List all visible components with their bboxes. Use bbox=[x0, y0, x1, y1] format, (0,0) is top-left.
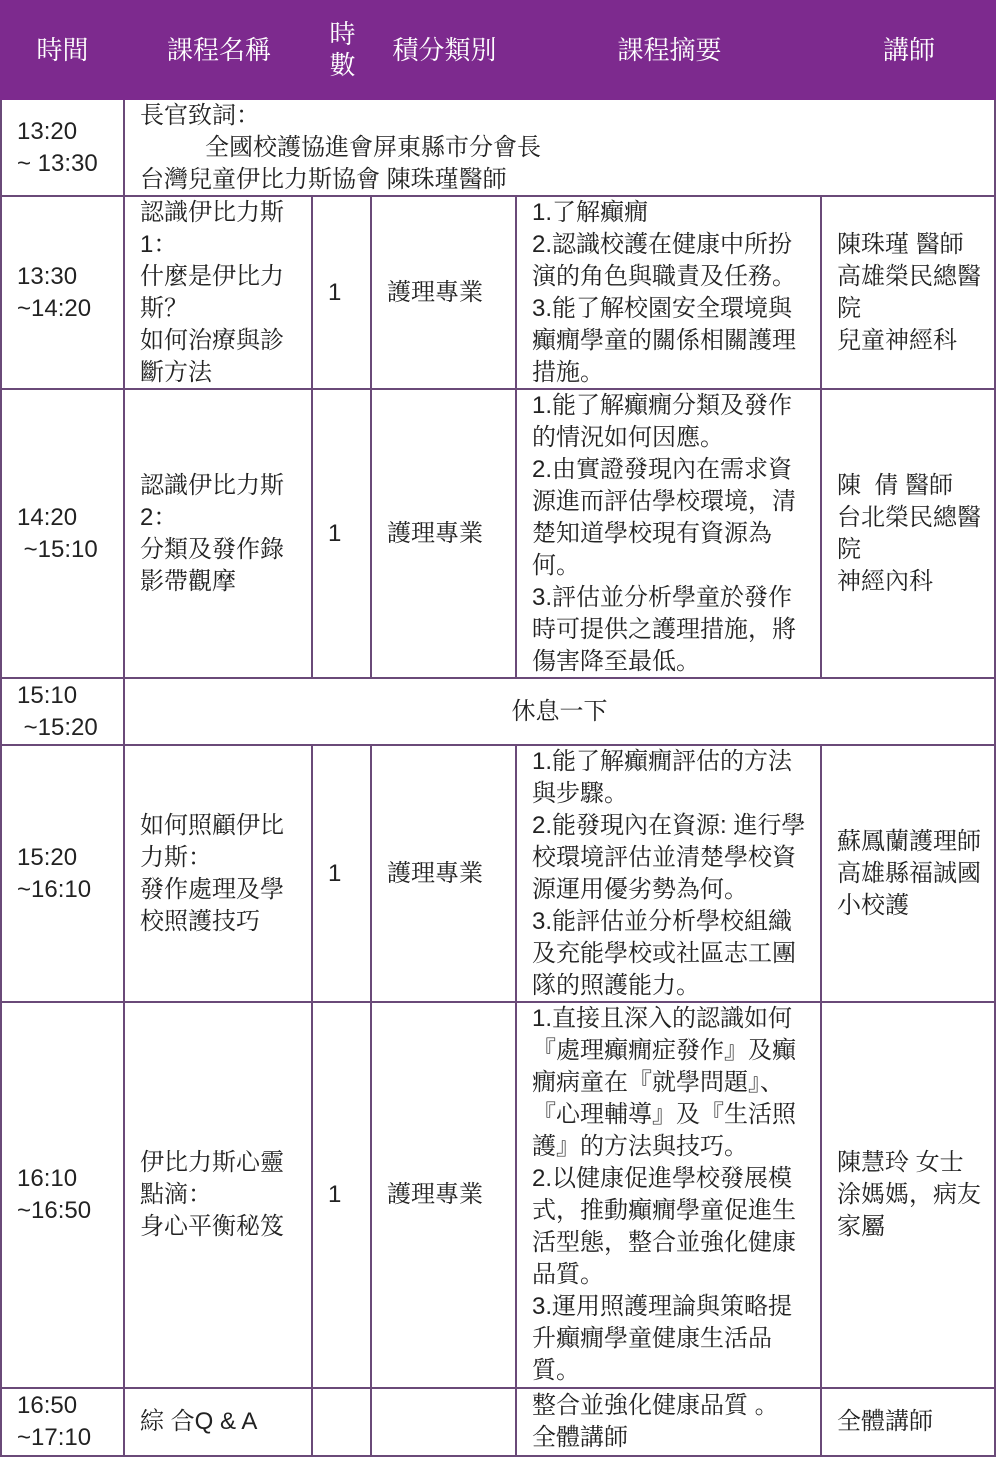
time-end: ~ 13:30 bbox=[17, 149, 98, 177]
summary-line: 1.能了解癲癇評估的方法 bbox=[532, 747, 793, 775]
header-hours-line: 數 bbox=[329, 50, 356, 80]
time-cell bbox=[2, 679, 125, 746]
merged-remark-cell bbox=[125, 679, 996, 746]
instructor-line: 全體講師 bbox=[837, 1408, 933, 1435]
course-name-cell bbox=[125, 1003, 313, 1389]
course-name-line: 綜 合Q & A bbox=[140, 1408, 258, 1435]
course-name-line: 校照護技巧 bbox=[140, 907, 260, 935]
summary-line: 時可提供之護理措施，將 bbox=[532, 615, 796, 643]
course-name-line: 分類及發作錄 bbox=[140, 535, 284, 563]
course-name-line: 什麼是伊比力 bbox=[140, 262, 284, 290]
credit-category-value: 護理專業 bbox=[387, 519, 483, 547]
summary-line: 護』的方法與技巧。 bbox=[532, 1133, 748, 1160]
summary-line: 品質。 bbox=[532, 1261, 604, 1288]
instructor-line: 陳 倩 醫師 bbox=[837, 471, 954, 499]
header-time bbox=[0, 0, 125, 100]
summary-line: 的情況如何因應。 bbox=[532, 423, 724, 451]
remark-line: 台灣兒童伊比力斯協會 陳珠瑾醫師 bbox=[140, 165, 507, 193]
course-name-line: 點滴： bbox=[140, 1181, 212, 1208]
header-summary-label: 課程摘要 bbox=[617, 34, 722, 65]
course-name-line: 如何治療與診 bbox=[140, 326, 284, 354]
course-name-cell bbox=[125, 390, 313, 679]
time-cell bbox=[2, 390, 125, 679]
instructor-cell bbox=[822, 1389, 996, 1457]
hours-value: 1 bbox=[328, 278, 342, 306]
time-start: 15:10 bbox=[17, 681, 78, 709]
credit-category-value: 護理專業 bbox=[387, 859, 483, 887]
summary-cell bbox=[517, 1003, 822, 1389]
course-name-line: 伊比力斯心靈 bbox=[140, 1149, 284, 1176]
instructor-line: 兒童神經科 bbox=[837, 326, 957, 354]
time-cell bbox=[2, 197, 125, 390]
time-cell bbox=[2, 1389, 125, 1457]
schedule-table bbox=[0, 100, 996, 1457]
time-start: 13:20 bbox=[17, 117, 78, 145]
credit-category-cell bbox=[372, 390, 517, 679]
time-end: ~15:10 bbox=[17, 535, 98, 563]
credit-category-value: 護理專業 bbox=[387, 278, 483, 306]
course-name-cell bbox=[125, 1389, 313, 1457]
hours-cell bbox=[313, 197, 372, 390]
summary-line: 2.以健康促進學校發展模 bbox=[532, 1165, 793, 1192]
summary-line: 源運用優劣勢為何。 bbox=[532, 875, 748, 903]
hours-cell bbox=[313, 746, 372, 1003]
hours-cell bbox=[313, 1389, 372, 1457]
instructor-line: 高雄縣福誠國 bbox=[837, 859, 981, 887]
header-summary bbox=[517, 0, 822, 100]
credit-category-cell bbox=[372, 746, 517, 1003]
summary-line: 1.了解癲癇 bbox=[532, 198, 649, 226]
summary-cell bbox=[517, 390, 822, 679]
time-start: 15:20 bbox=[17, 843, 78, 871]
summary-line: 『處理癲癇症發作』及癲 bbox=[532, 1037, 796, 1064]
summary-line: 3.評估並分析學童於發作 bbox=[532, 583, 793, 611]
summary-line: 及充能學校或社區志工團 bbox=[532, 939, 796, 967]
instructor-line: 神經內科 bbox=[837, 567, 933, 595]
course-name-line: 1： bbox=[140, 230, 178, 258]
course-name-cell bbox=[125, 746, 313, 1003]
summary-cell bbox=[517, 197, 822, 390]
summary-cell bbox=[517, 746, 822, 1003]
remark-line: 全國校護協進會屏東縣市分會長 bbox=[205, 133, 541, 161]
summary-line: 楚知道學校現有資源為 bbox=[532, 519, 772, 547]
time-start: 13:30 bbox=[17, 262, 78, 290]
summary-line: 傷害降至最低。 bbox=[532, 647, 700, 675]
summary-line: 與步驟。 bbox=[532, 779, 628, 807]
header-course-name-label: 課程名稱 bbox=[166, 34, 271, 65]
credit-category-cell bbox=[372, 1389, 517, 1457]
time-cell bbox=[2, 100, 125, 197]
summary-line: 式，推動癲癇學童促進生 bbox=[532, 1197, 796, 1224]
instructor-cell bbox=[822, 1003, 996, 1389]
instructor-cell bbox=[822, 390, 996, 679]
instructor-line: 小校護 bbox=[837, 891, 909, 919]
instructor-cell bbox=[822, 197, 996, 390]
course-name-line: 力斯： bbox=[140, 843, 212, 871]
header-course-name bbox=[125, 0, 313, 100]
summary-line: 3.能評估並分析學校組織 bbox=[532, 907, 793, 935]
break-label: 休息一下 bbox=[511, 697, 608, 725]
course-name-line: 發作處理及學 bbox=[140, 875, 284, 903]
course-name-line: 認識伊比力斯 bbox=[140, 471, 284, 499]
summary-line: 措施。 bbox=[532, 358, 604, 386]
summary-line: 活型態，整合並強化健康 bbox=[532, 1229, 796, 1256]
time-end: ~17:10 bbox=[17, 1424, 92, 1451]
merged-remark-cell bbox=[125, 100, 996, 197]
time-start: 16:50 bbox=[17, 1392, 78, 1419]
summary-line: 癇病童在『就學問題』、 bbox=[532, 1069, 784, 1096]
course-name-line: 影帶觀摩 bbox=[140, 567, 236, 595]
time-cell bbox=[2, 746, 125, 1003]
summary-line: 1.能了解癲癇分類及發作 bbox=[532, 391, 793, 419]
instructor-line: 蘇鳳蘭護理師 bbox=[837, 827, 981, 855]
summary-line: 質。 bbox=[532, 1357, 580, 1384]
course-name-line: 如何照顧伊比 bbox=[140, 811, 284, 839]
instructor-line: 家屬 bbox=[837, 1213, 885, 1240]
header-hours bbox=[313, 0, 372, 100]
hours-value: 1 bbox=[328, 1181, 342, 1208]
time-end: ~15:20 bbox=[17, 713, 98, 741]
summary-line: 全體講師 bbox=[532, 1424, 628, 1451]
instructor-line: 台北榮民總醫 bbox=[837, 503, 981, 531]
remark-line: 長官致詞： bbox=[140, 101, 260, 129]
summary-line: 2.由實證發現內在需求資 bbox=[532, 455, 793, 483]
summary-line: 演的角色與職責及任務。 bbox=[532, 262, 796, 290]
instructor-line: 高雄榮民總醫 bbox=[837, 262, 981, 290]
summary-line: 2.能發現內在資源: 進行學 bbox=[532, 811, 806, 839]
summary-line: 校環境評估並清楚學校資 bbox=[532, 843, 796, 871]
time-end: ~16:50 bbox=[17, 1197, 92, 1224]
course-name-line: 斷方法 bbox=[140, 358, 212, 386]
instructor-line: 院 bbox=[837, 535, 861, 563]
course-name-line: 2： bbox=[140, 503, 178, 531]
time-end: ~16:10 bbox=[17, 875, 92, 903]
time-start: 14:20 bbox=[17, 503, 78, 531]
summary-line: 隊的照護能力。 bbox=[532, 971, 700, 999]
instructor-line: 陳慧玲 女士 bbox=[837, 1149, 964, 1176]
time-cell bbox=[2, 1003, 125, 1389]
summary-line: 3.能了解校園安全環境與 bbox=[532, 294, 793, 322]
course-name-line: 身心平衡秘笈 bbox=[140, 1213, 284, 1240]
course-name-cell bbox=[125, 197, 313, 390]
summary-line: 何。 bbox=[532, 551, 580, 579]
summary-line: 升癲癇學童健康生活品 bbox=[532, 1325, 772, 1352]
hours-cell bbox=[313, 1003, 372, 1389]
summary-line: 癲癇學童的關係相關護理 bbox=[532, 326, 796, 354]
table-header bbox=[0, 0, 996, 100]
course-name-line: 認識伊比力斯 bbox=[140, 198, 284, 226]
summary-line: 『心理輔導』及『生活照 bbox=[532, 1101, 796, 1128]
hours-value: 1 bbox=[328, 519, 342, 547]
summary-cell bbox=[517, 1389, 822, 1457]
header-hours-line: 時 bbox=[329, 19, 356, 49]
instructor-line: 陳珠瑾 醫師 bbox=[837, 230, 964, 258]
instructor-line: 涂媽媽，病友 bbox=[837, 1181, 981, 1208]
instructor-line: 院 bbox=[837, 294, 861, 322]
summary-line: 2.認識校護在健康中所扮 bbox=[532, 230, 793, 258]
header-instructor-label: 講師 bbox=[882, 34, 935, 65]
time-start: 16:10 bbox=[17, 1165, 78, 1192]
header-instructor bbox=[822, 0, 996, 100]
summary-line: 1.直接且深入的認識如何 bbox=[532, 1005, 793, 1032]
instructor-cell bbox=[822, 746, 996, 1003]
hours-cell bbox=[313, 390, 372, 679]
hours-value: 1 bbox=[328, 859, 342, 887]
credit-category-cell bbox=[372, 1003, 517, 1389]
header-credit-category-label: 積分類別 bbox=[392, 34, 497, 65]
credit-category-value: 護理專業 bbox=[387, 1181, 483, 1208]
summary-line: 3.運用照護理論與策略提 bbox=[532, 1293, 793, 1320]
summary-line: 整合並強化健康品質 。 bbox=[532, 1392, 779, 1419]
credit-category-cell bbox=[372, 197, 517, 390]
time-end: ~14:20 bbox=[17, 294, 92, 322]
header-credit-category bbox=[372, 0, 517, 100]
summary-line: 源進而評估學校環境，清 bbox=[532, 487, 796, 515]
course-name-line: 斯？ bbox=[140, 294, 188, 322]
header-time-label: 時間 bbox=[36, 34, 89, 65]
